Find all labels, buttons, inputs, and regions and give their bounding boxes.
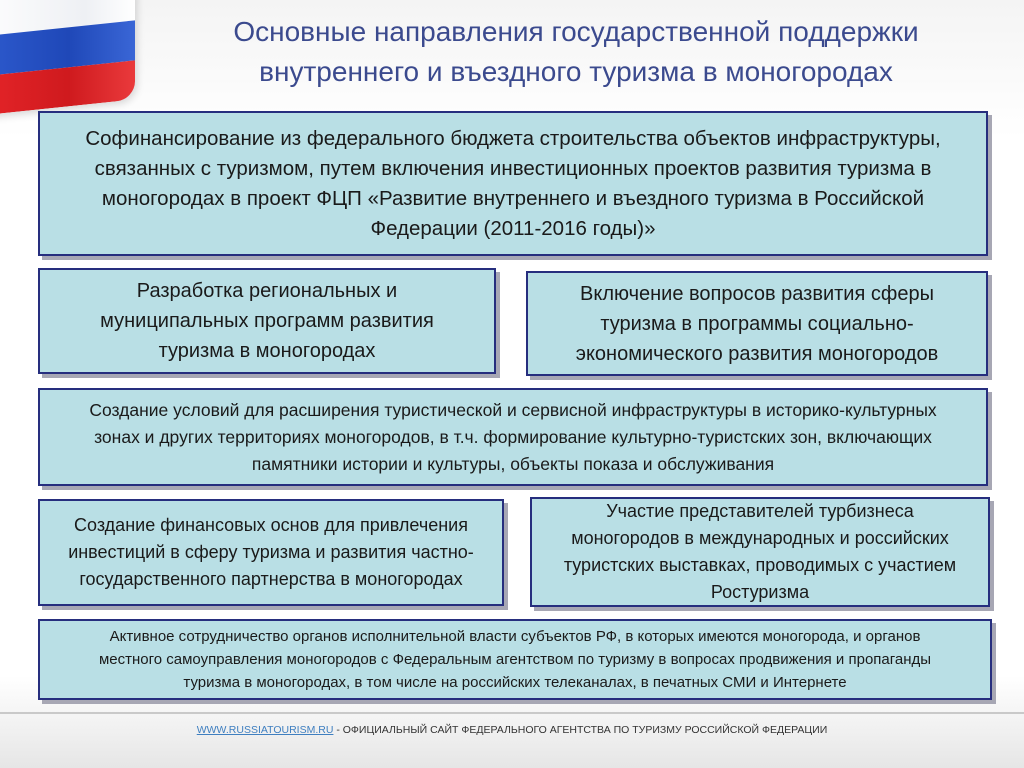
regional-programs-box [38, 268, 496, 374]
exhibitions-text [564, 498, 956, 606]
footer [0, 724, 1024, 736]
text-line: Включение вопросов развития сферы [580, 282, 934, 305]
financial-basis-text [68, 512, 474, 593]
regional-programs-text [100, 276, 434, 366]
infrastructure-conditions-box [38, 388, 988, 486]
social-economic-text [576, 279, 939, 369]
text-line: Софинансирование из федерального бюджета строительства объектов инфраструктуры, [85, 126, 941, 150]
text-line: туристских выставках, проводимых с участием [563, 555, 957, 575]
text-line: Создание финансовых основ для привлечения [74, 515, 468, 535]
text-line: моногородов в международных и российских [571, 528, 949, 548]
text-line: памятники истории и культуры, объекты показа и обслуживания [251, 453, 775, 474]
text-line: моногородах в проект ФЦП «Развитие внутреннего и въездного туризма в Российской [101, 186, 925, 210]
russian-flag-icon [0, 0, 135, 117]
title-line-2: внутреннего и въездного туризма в моногородах [259, 56, 893, 87]
text-line: муниципальных программ развития [100, 310, 434, 332]
cooperation-box [38, 619, 992, 700]
text-line: Ростуризма [710, 582, 810, 602]
text-line: зонах и других территориях моногородов, в т.ч. формирование культурно-туристских зон, включающих [94, 426, 932, 447]
text-line: туризма в моногородах, в том числе на российских телеканалах, в печатных СМИ и Интернете [183, 674, 847, 691]
social-economic-box [526, 271, 988, 376]
footer-text: - ОФИЦИАЛЬНЫЙ САЙТ ФЕДЕРАЛЬНОГО АГЕНТСТВА ПО ТУРИЗМУ РОССИЙСКОЙ ФЕДЕРАЦИИ [333, 724, 828, 736]
text-line: Разработка региональных и [136, 280, 398, 302]
cofinancing-box [38, 111, 988, 256]
financial-basis-box [38, 499, 504, 606]
title-line-1: Основные направления государственной поддержки [233, 16, 919, 47]
text-line: Создание условий для расширения туристической и сервисной инфраструктуры в историко-культурных [89, 399, 937, 420]
footer-divider [0, 712, 1024, 714]
infrastructure-conditions-text [89, 397, 936, 478]
text-line: местного самоуправления моногородов с Федеральным агентством по туризму в вопросах продвижения и пропаганды [98, 651, 932, 668]
text-line: государственного партнерства в моногородах [79, 569, 463, 589]
cooperation-text [99, 625, 931, 694]
text-line: Федерации (2011-2016 годы)» [370, 216, 656, 240]
text-line: инвестиций в сферу туризма и развития частно- [68, 542, 474, 562]
text-line: туризма в программы социально- [600, 312, 914, 335]
footer-site-link[interactable]: WWW.RUSSIATOURISM.RU [196, 724, 334, 736]
cofinancing-text [85, 124, 940, 244]
page-title [150, 12, 1002, 92]
text-line: связанных с туризмом, путем включения инвестиционных проектов развития туризма в [94, 156, 932, 180]
text-line: Участие представителей турбизнеса [606, 501, 914, 521]
text-line: Активное сотрудничество органов исполнительной власти субъектов РФ, в которых имеются моногорода, и органов [109, 628, 921, 645]
exhibitions-box [530, 497, 990, 607]
text-line: туризма в моногородах [158, 340, 376, 362]
text-line: экономического развития моногородов [575, 342, 939, 365]
